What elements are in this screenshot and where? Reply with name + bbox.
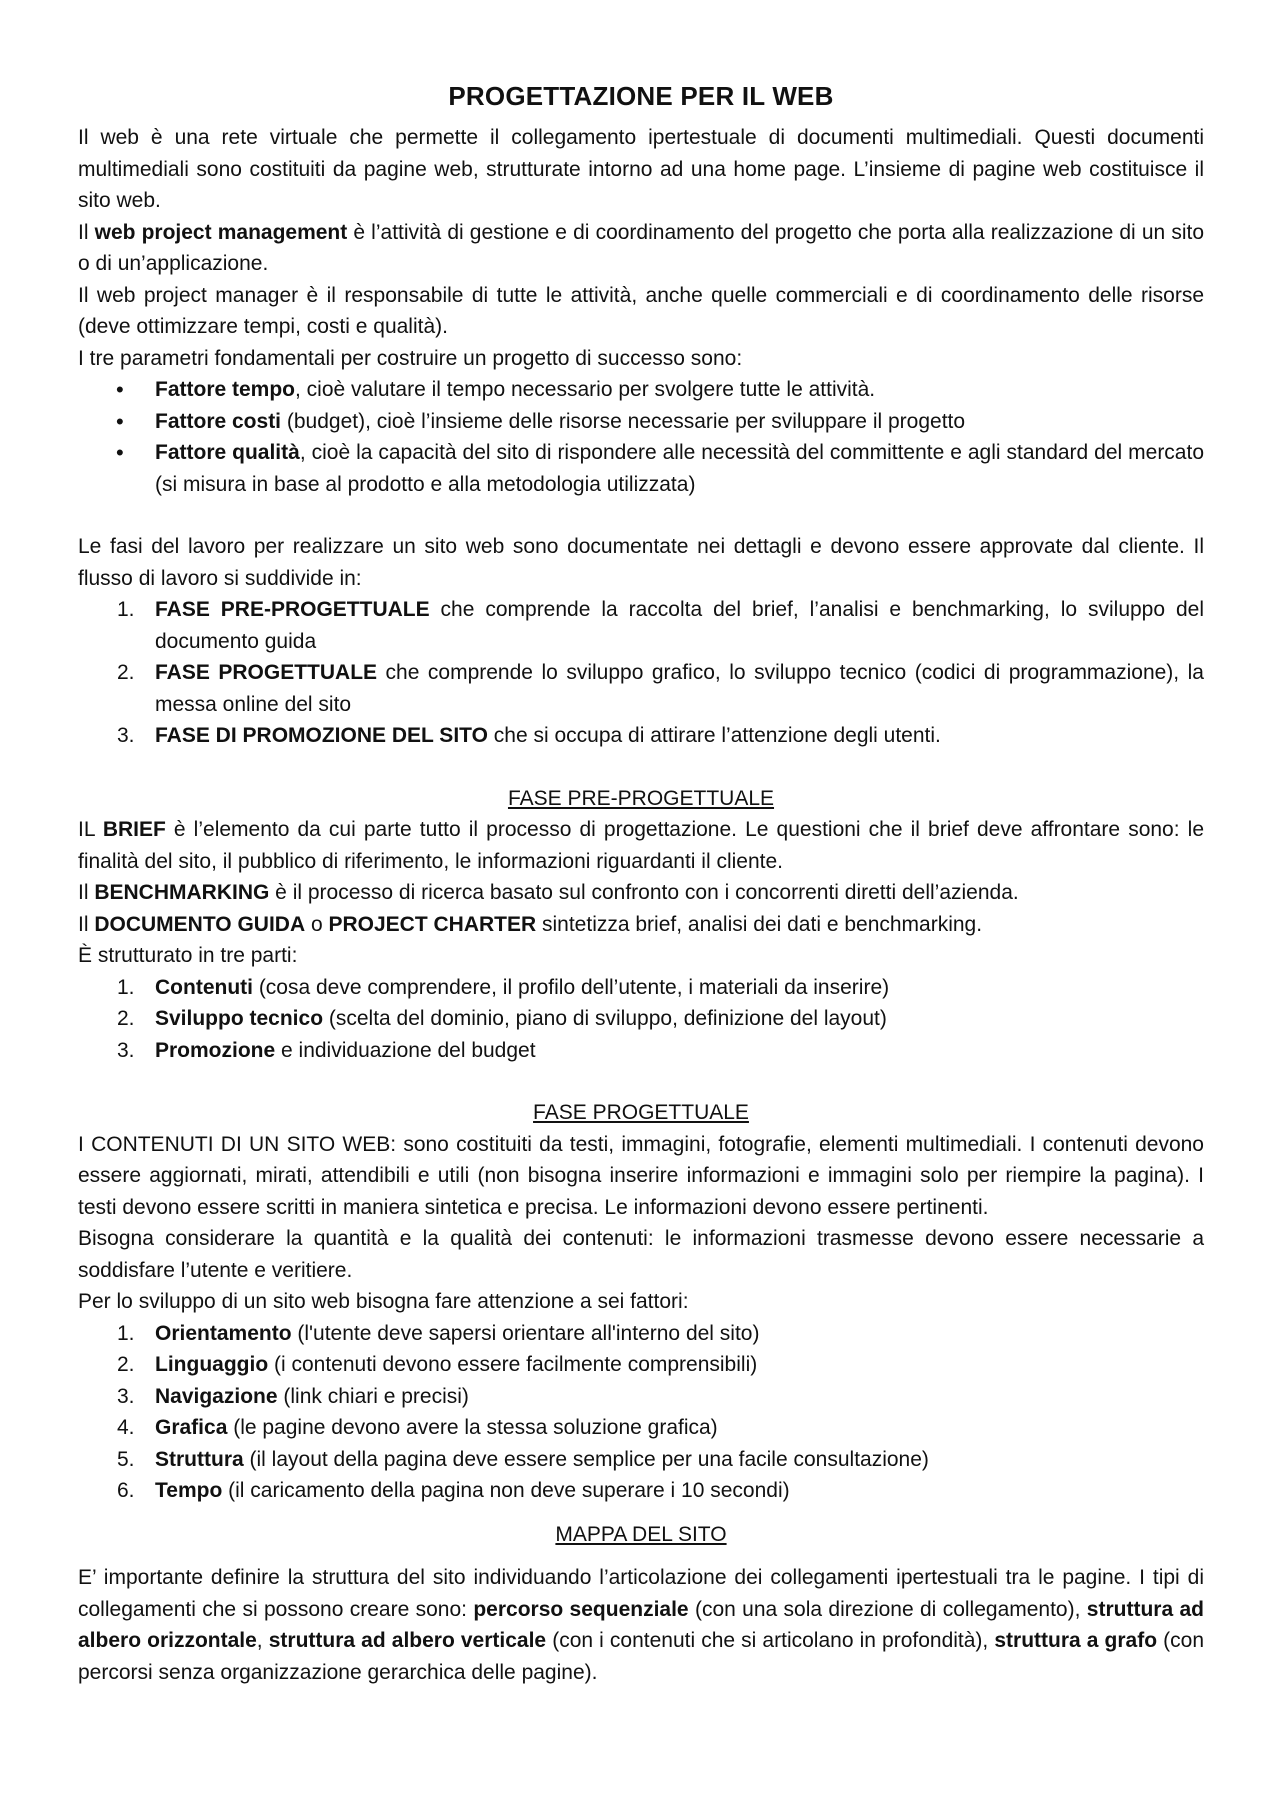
list-item: 1. FASE PRE-PROGETTUALE che comprende la raccolta del brief, l’analisi e benchmarking, lo sviluppo del documento guida: [117, 598, 1204, 653]
list-item: 6. Tempo (il caricamento della pagina non deve superare i 10 secondi): [117, 1479, 790, 1502]
list-item: • Fattore qualità, cioè la capacità del sito di rispondere alle necessità del committente e agli standard del mercato (si misura in base al prodotto e alla metodologia utilizzata): [116, 440, 1205, 496]
spacer: [78, 1066, 1204, 1097]
section-heading-mappa: MAPPA DEL SITO: [555, 1522, 727, 1546]
spacer: [78, 1550, 1204, 1562]
parts-list: [78, 972, 1204, 1067]
phases-intro: Le fasi del lavoro per realizzare un sito web sono documentate nei dettagli e devono essere approvate dal cliente. Il flusso di lavoro si suddivide in:: [78, 535, 1204, 590]
list-item: 3. FASE DI PROMOZIONE DEL SITO che si occupa di attirare l’attenzione degli utenti.: [117, 724, 941, 747]
fattori-list: [78, 1318, 1204, 1507]
documento-guida-paragraph: Il DOCUMENTO GUIDA o PROJECT CHARTER sintetizza brief, analisi dei dati e benchmarking.: [78, 912, 983, 936]
list-item: 3. Navigazione (link chiari e precisi): [117, 1384, 469, 1408]
mappa-paragraph: E’ importante definire la struttura del sito individuando l’articolazione dei collegamenti ipertestuali tra le pagine. I tipi di collegamenti che si possono creare sono: percorso sequenziale (con una sola direzione di collegamento), struttura ad albero orizzontale, struttura ad albero verticale (con i contenuti che si articolano in profondità), struttura a grafo (con percorsi senza organizzazione gerarchica delle pagine).: [78, 1566, 1205, 1684]
list-item: 1. Orientamento (l'utente deve sapersi orientare all'interno del sito): [117, 1321, 760, 1345]
list-item: 5. Struttura (il layout della pagina deve essere semplice per una facile consultazione): [117, 1447, 929, 1471]
list-item: 2. Sviluppo tecnico (scelta del dominio, piano di sviluppo, definizione del layout): [117, 1007, 887, 1030]
list-item: • Fattore tempo, cioè valutare il tempo necessario per svolgere tutte le attività.: [116, 377, 876, 402]
parameters-list: [78, 374, 1204, 500]
phases-list: [78, 594, 1204, 752]
intro-paragraph-2: Il web project management è l’attività di gestione e di coordinamento del progetto che porta alla realizzazione di un sito o di un’applicazione.: [78, 220, 1204, 275]
page-title: PROGETTAZIONE PER IL WEB: [448, 81, 834, 111]
qualita-paragraph: Bisogna considerare la quantità e la qualità dei contenuti: le informazioni trasmesse devono essere necessarie a soddisfare l’utente e veritiere.: [78, 1227, 1204, 1282]
contenuti-paragraph: I CONTENUTI DI UN SITO WEB: sono costituiti da testi, immagini, fotografie, elementi multimediali. I contenuti devono essere aggiornati, mirati, attendibili e utili (non bisogna inserire informazioni e immagini solo per riempire la pagina). I testi devono essere scritti in maniera sintetica e precisa. Le informazioni devono essere pertinenti.: [78, 1132, 1204, 1219]
list-item: 1. Contenuti (cosa deve comprendere, il profilo dell’utente, i materiali da inserire): [117, 975, 890, 999]
list-item: 3. Promozione e individuazione del budget: [117, 1038, 536, 1062]
intro-paragraph-4: I tre parametri fondamentali per costruire un progetto di successo sono:: [78, 346, 743, 370]
list-item: 2. Linguaggio (i contenuti devono essere facilmente comprensibili): [117, 1353, 758, 1376]
list-item: • Fattore costi (budget), cioè l’insieme delle risorse necessarie per sviluppare il progetto: [116, 408, 966, 434]
spacer: [78, 752, 1204, 783]
brief-paragraph: IL BRIEF è l’elemento da cui parte tutto il processo di progettazione. Le questioni che il brief deve affrontare sono: le finalità del sito, il pubblico di riferimento, le informazioni riguardanti il cliente.: [78, 818, 1204, 873]
section-heading-preprog: FASE PRE-PROGETTUALE: [507, 786, 775, 810]
intro-paragraph-1: Il web è una rete virtuale che permette il collegamento ipertestuale di documenti multimediali. Questi documenti multimediali sono costituiti da pagine web, strutturate intorno ad una home page. L’insieme di pagine web costituisce il sito web.: [78, 126, 1204, 212]
list-item: 2. FASE PROGETTUALE che comprende lo sviluppo grafico, lo sviluppo tecnico (codici di programmazione), la messa online del sito: [117, 661, 1204, 716]
benchmarking-paragraph: Il BENCHMARKING è il processo di ricerca basato sul confronto con i concorrenti diretti dell’azienda.: [78, 881, 1019, 904]
section-heading-prog: FASE PROGETTUALE: [533, 1101, 749, 1124]
spacer: [78, 500, 1204, 531]
spacer: [78, 1507, 1204, 1519]
list-item: 4. Grafica (le pagine devono avere la stessa soluzione grafica): [117, 1416, 718, 1439]
parts-intro: È strutturato in tre parti:: [78, 944, 298, 967]
intro-paragraph-3: Il web project manager è il responsabile di tutte le attività, anche quelle commerciali e di coordinamento delle risorse (deve ottimizzare tempi, costi e qualità).: [78, 283, 1204, 338]
fattori-intro: Per lo sviluppo di un sito web bisogna fare attenzione a sei fattori:: [78, 1290, 689, 1313]
